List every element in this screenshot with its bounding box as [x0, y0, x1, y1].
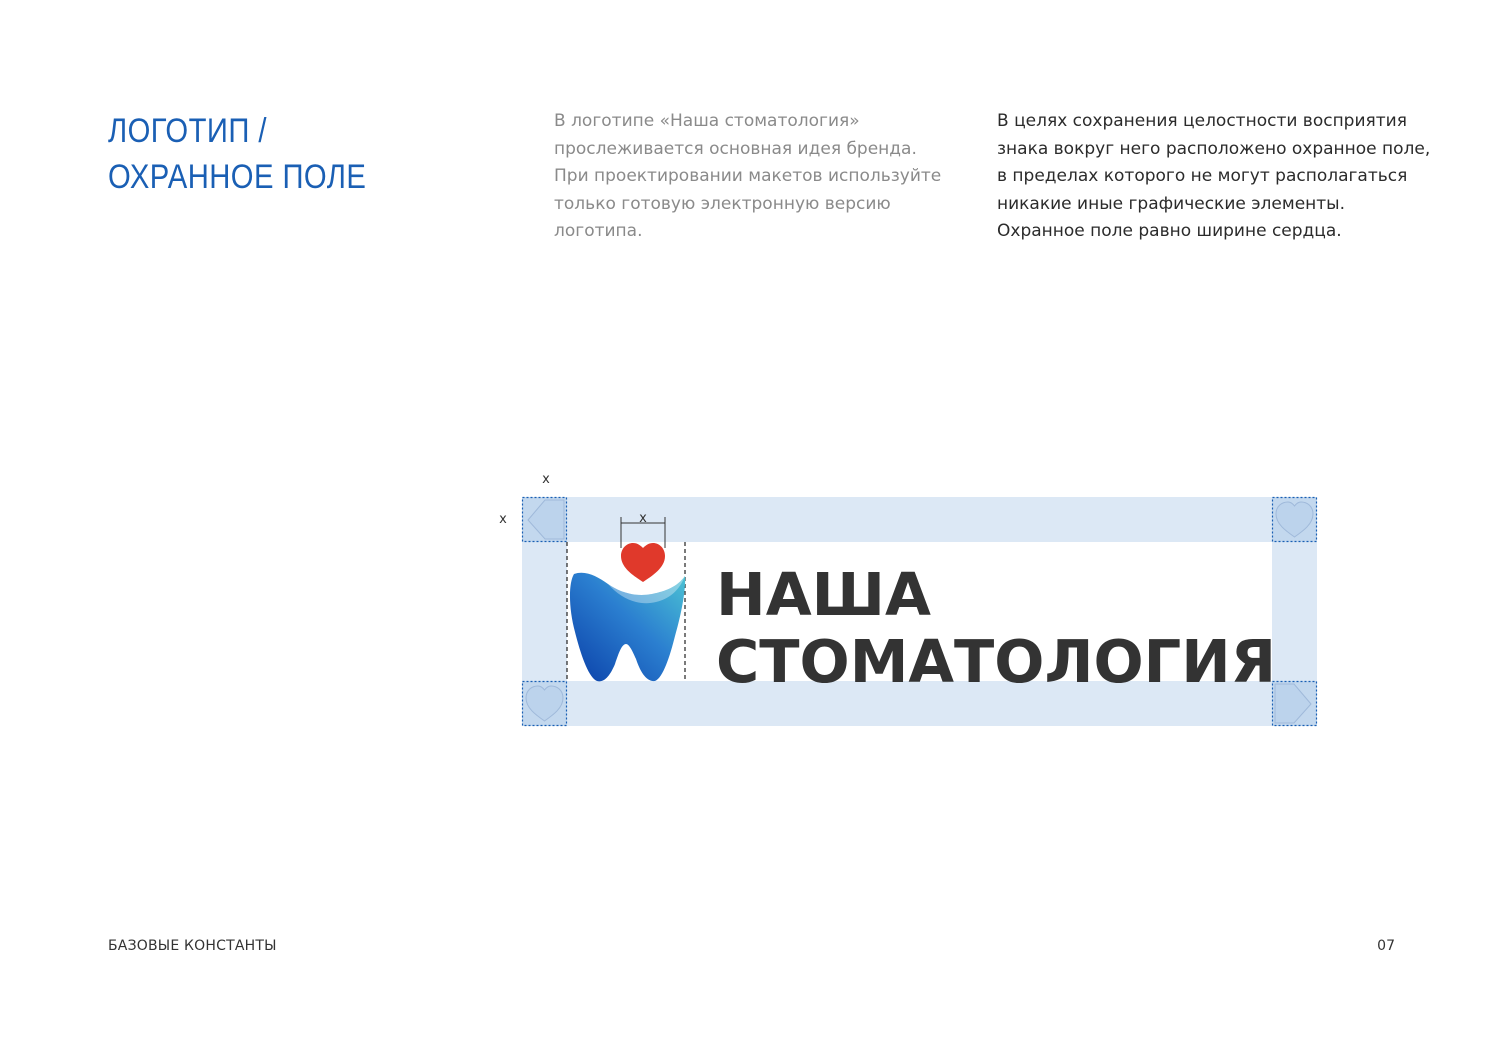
footer-section-label: БАЗОВЫЕ КОНСТАНТЫ — [108, 938, 277, 954]
page-title-line-2: ОХРАННОЕ ПОЛЕ — [108, 158, 367, 196]
logo-clear-space-diagram — [480, 460, 1340, 750]
corner-heart-top-left — [522, 497, 567, 542]
x-marker-heart: x — [639, 511, 647, 526]
footer-page-number: 07 — [1377, 938, 1395, 954]
x-marker-top: x — [542, 472, 550, 487]
page-title — [108, 108, 366, 200]
corner-heart-bottom-left — [522, 681, 567, 726]
tooth-icon — [570, 573, 685, 682]
description-paragraph: В целях сохранения целостности восприятия знака вокруг него расположено охранное поле, в пределах которого не могут располагаться никакие иные графические элементы. Охранное поле равно ширине сердца. — [997, 111, 1431, 241]
intro-paragraph: В логотипе «Наша стоматология» прослеживается основная идея бренда. При проектировании макетов используйте только готовую электронную версию логотипа. — [554, 111, 942, 241]
page-title-line-1: ЛОГОТИП / — [108, 112, 267, 150]
clear-space-svg — [480, 460, 1340, 750]
logo-wordmark-line-1: НАША — [716, 560, 932, 629]
logo-wordmark-line-2: СТОМАТОЛОГИЯ — [716, 627, 1276, 696]
x-marker-left: x — [499, 512, 507, 527]
heart-icon — [621, 543, 665, 582]
corner-heart-top-right — [1272, 497, 1317, 542]
corner-heart-bottom-right — [1272, 681, 1317, 726]
